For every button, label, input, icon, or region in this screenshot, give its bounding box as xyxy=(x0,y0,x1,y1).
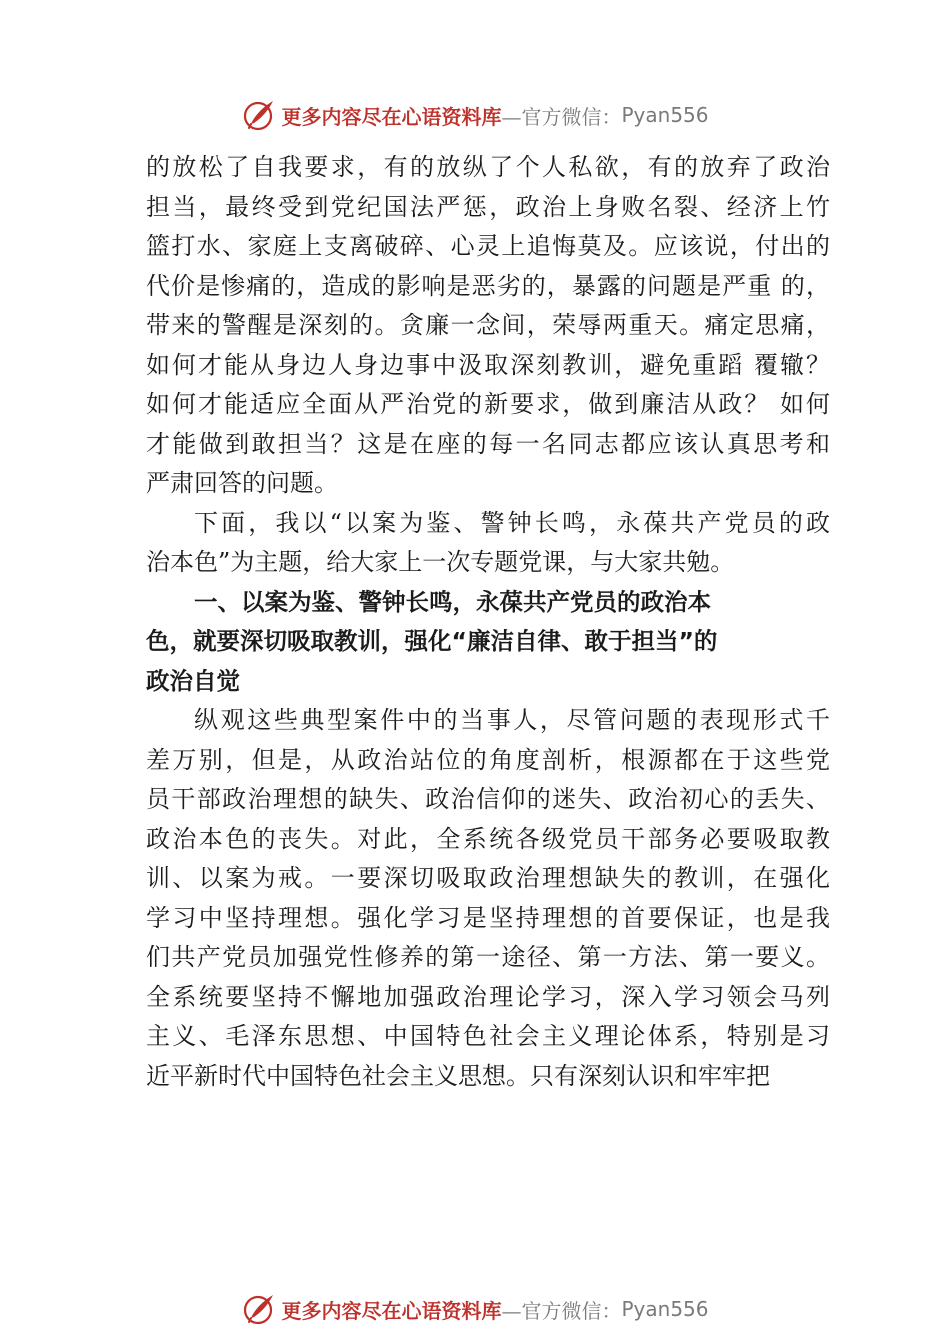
body-line: 篮打水、家庭上支离破碎、心灵上追悔莫及。应该说，付出的 xyxy=(146,232,830,260)
footer-watermark xyxy=(0,1289,950,1329)
body-line: 训、以案为戒。一要深切吸取政治理想缺失的教训，在强化 xyxy=(146,864,830,892)
body-line: 如何才能适应全面从严治党的新要求，做到廉洁从政？ 如何 xyxy=(146,390,830,418)
promo-text: 更多内容尽在心语资料库 xyxy=(281,1298,502,1323)
body-line: 主义、毛泽东思想、中国特色社会主义理论体系，特别是习 xyxy=(146,1022,830,1050)
body-line: 全系统要坚持不懈地加强政治理论学习，深入学习领会马列 xyxy=(146,982,830,1011)
body-line: 学习中坚持理想。强化学习是坚持理想的首要保证，也是我 xyxy=(146,903,830,932)
body-line: 政治本色的丧失。对此，全系统各级党员干部务必要吸取教 xyxy=(146,824,830,853)
body-line: 治本色”为主题，给大家上一次专题党课，与大家共勉。 xyxy=(146,548,735,576)
body-line: 下面，我以“以案为鉴、警钟长鸣，永葆共产党员的政 xyxy=(194,508,830,537)
body-line: 纵观这些典型案件中的当事人，尽管问题的表现形式千 xyxy=(194,706,830,734)
quill-pen-logo-icon xyxy=(241,97,277,133)
body-line: 员干部政治理想的缺失、政治信仰的迷失、政治初心的丢失、 xyxy=(146,785,830,813)
promo-dash-label: —官方微信： xyxy=(501,104,622,129)
wechat-id: Pyan556 xyxy=(621,1297,709,1321)
promo-dash-label: —官方微信： xyxy=(501,1298,622,1323)
body-line: 差万别，但是，从政治站位的角度剖析，根源都在于这些党 xyxy=(146,745,830,774)
section-heading-line: 一、以案为鉴、警钟长鸣，永葆共产党员的政治本 xyxy=(194,587,711,616)
body-line: 担当，最终受到党纪国法严惩，政治上身败名裂、经济上竹 xyxy=(146,192,830,221)
header-watermark xyxy=(0,95,950,135)
body-line: 严肃回答的问题。 xyxy=(146,469,338,497)
document-body xyxy=(146,148,830,1096)
body-line: 的放松了自我要求，有的放纵了个人私欲，有的放弃了政治 xyxy=(146,153,830,181)
body-line: 如何才能从身边人身边事中汲取深刻教训，避免重蹈 覆辙？ xyxy=(146,350,830,379)
wechat-id: Pyan556 xyxy=(621,103,709,127)
promo-text: 更多内容尽在心语资料库 xyxy=(281,104,502,129)
body-line: 们共产党员加强党性修养的第一途径、第一方法、第一要义。 xyxy=(146,943,830,971)
body-line: 带来的警醒是深刻的。贪廉一念间，荣辱两重天。痛定思痛， xyxy=(146,311,830,339)
quill-pen-logo-icon xyxy=(241,1291,277,1327)
body-line: 代价是惨痛的，造成的影响是恶劣的，暴露的问题是严重 的， xyxy=(146,271,830,300)
body-line: 才能做到敢担当？这是在座的每一名同志都应该认真思考和 xyxy=(146,429,830,458)
section-heading-line: 色，就要深切吸取教训，强化“廉洁自律、敢于担当”的 xyxy=(146,627,718,655)
body-line: 近平新时代中国特色社会主义思想。只有深刻认识和牢牢把 xyxy=(146,1061,770,1090)
section-heading-line: 政治自觉 xyxy=(146,666,240,695)
